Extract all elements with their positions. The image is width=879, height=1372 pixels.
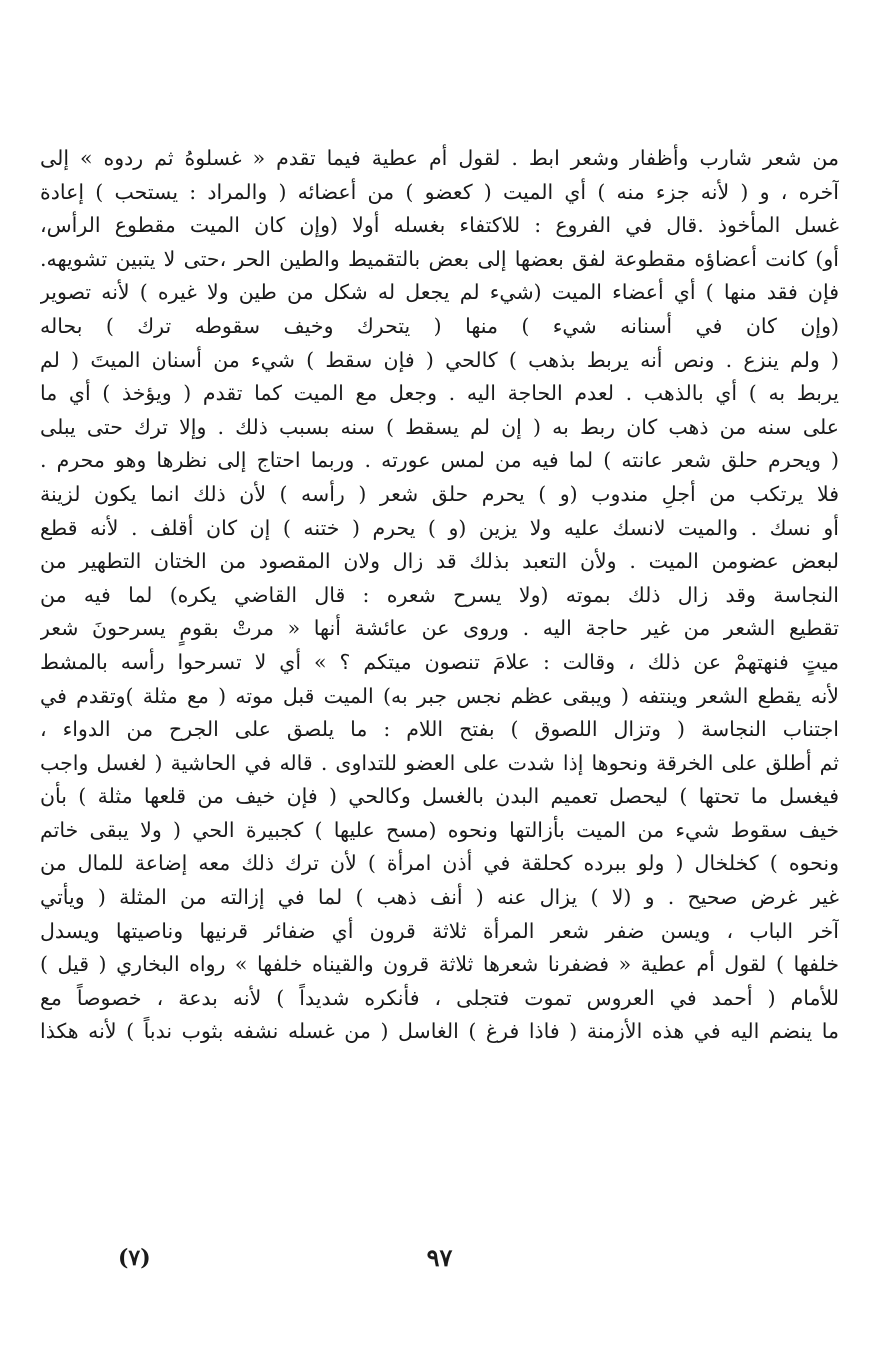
- text-line: لأنه يقطع الشعر وينتفه ( ويبقى عظم نجس جبر به) الميت قبل موته ( مع مثلة )وتقدم في: [40, 683, 839, 708]
- text-line: لبعض عضومن الميت . ولأن التعبد بذلك قد زال ولان المقصود من الختان التطهير من: [40, 549, 839, 574]
- body-text: [40, 142, 839, 1049]
- text-line: اجتناب النجاسة ( وتزال اللصوق ) بفتح اللام : ما يلصق على الجرح من الدواء ،: [40, 717, 839, 742]
- text-line: ثم أطلق على الخرقة ونحوها إذا شدت على العضو للتداوى . قاله في الحاشية ( لغسل واجب: [40, 750, 839, 775]
- text-line: غير غرض صحيح . و (لا ) يزال عنه ( أنف ذهب ) لما في إزالته من المثلة ( ويأتي: [40, 885, 839, 910]
- text-line: خلفها ) لقول أم عطية « فضفرنا شعرها ثلاثة قرون والقيناه خلفها » رواه البخاري ( قيل ): [40, 952, 839, 977]
- text-line: ( ويحرم حلق شعر عانته ) لما فيه من لمس عورته . وربما احتاج إلى نظرها وهو محرم .: [40, 448, 839, 473]
- text-line: تقطيع الشعر من غير حاجة اليه . وروى عن عائشة أنها « مرتْ بقومٍ يسرحونَ شعر: [40, 616, 839, 641]
- text-line: للأمام ( أحمد في العروس تموت فتجلى ، فأنكره شديداً ) لأنه بدعة ، خصوصاً مع: [40, 985, 839, 1010]
- text-line: خيف سقوط شيء من الميت بأزالتها ونحوه (مسح عليها ) كجبيرة الحي ( ولا يبقى خاتم: [40, 817, 839, 842]
- page-number: ٩٧: [426, 1243, 453, 1272]
- text-line: ونحوه ) كخلخال ( ولو ببرده كحلقة في أذن امرأة ) لأن ترك ذلك معه إضاعة للمال من: [40, 851, 839, 876]
- text-line: على سنه من ذهب كان ربط به ( إن لم يسقط ) سنه بسبب ذلك . وإلا ترك حتى يبلى: [40, 414, 839, 439]
- text-line: النجاسة وقد زال ذلك بموته (ولا يسرح شعره : قال القاضي يكره) لما فيه من: [40, 582, 839, 607]
- text-line: آخره ، و ( لأنه جزء منه ) أي الميت ( كعضو ) من أعضائه ( والمراد : يستحب ) إعادة: [40, 179, 839, 204]
- text-line: ( ولم ينزع . ونص أنه يربط بذهب ) كالحي ( فإن سقط ) شيء من أسنان الميتَ ( لم: [40, 347, 839, 372]
- signature-mark: (٧): [118, 1245, 151, 1271]
- text-line: ما ينضم اليه في هذه الأزمنة ( فاذا فرغ ) الغاسل ( من غسله نشفه بثوب ندباً ) لأنه هكذا: [40, 1019, 839, 1044]
- text-line: يربط به ) أي بالذهب . لعدم الحاجة اليه . وجعل مع الميت كما تقدم ( ويؤخذ ) أي ما: [40, 381, 839, 406]
- text-line: من شعر شارب وأظفار وشعر ابط . لقول أم عطية فيما تقدم « غسلوهُ ثم ردوه » إلى: [40, 146, 839, 170]
- text-line: أو) كانت أعضاؤه مقطوعة لفق بعضها إلى بعض بالتقميط والطين الحر ،حتى لا يتبين تشويهه.: [40, 246, 839, 271]
- text-line: فإن فقد منها ) أي أعضاء الميت (شيء لم يجعل له شكل من طين ولا غيره ) لأنه تصوير: [40, 280, 839, 305]
- page-footer: [0, 1238, 879, 1278]
- text-line: فيغسل ما تحتها ) ليحصل تعميم البدن بالغسل وكالحي ( فإن خيف من قلعها مثلة ) بأن: [40, 784, 839, 809]
- text-line: آخر الباب ، ويسن ضفر شعر المرأة ثلاثة قرون أي ضفائر قرنيها وناصيتها ويسدل: [40, 918, 839, 943]
- text-line: (وإن كان في أسنانه شيء ) منها ( يتحرك وخيف سقوطه ترك ) بحاله: [40, 313, 839, 338]
- text-line: غسل المأخوذ .قال في الفروع : للاكتفاء بغسله أولا (وإن كان الميت مقطوع الرأس،: [40, 213, 839, 238]
- text-line: ميتٍ فنهتهمْ عن ذلك ، وقالت : علامَ تنصون ميتكم ؟ » أي لا تسرحوا رأسه بالمشط: [40, 649, 839, 674]
- text-line: فلا يرتكب من أجلِ مندوب (و ) يحرم حلق شعر ( رأسه ) لأن ذلك انما يكون لزينة: [40, 481, 839, 506]
- text-line: أو نسك . والميت لانسك عليه ولا يزين (و ) يحرم ( ختنه ) إن كان أقلف . لأنه قطع: [40, 515, 839, 540]
